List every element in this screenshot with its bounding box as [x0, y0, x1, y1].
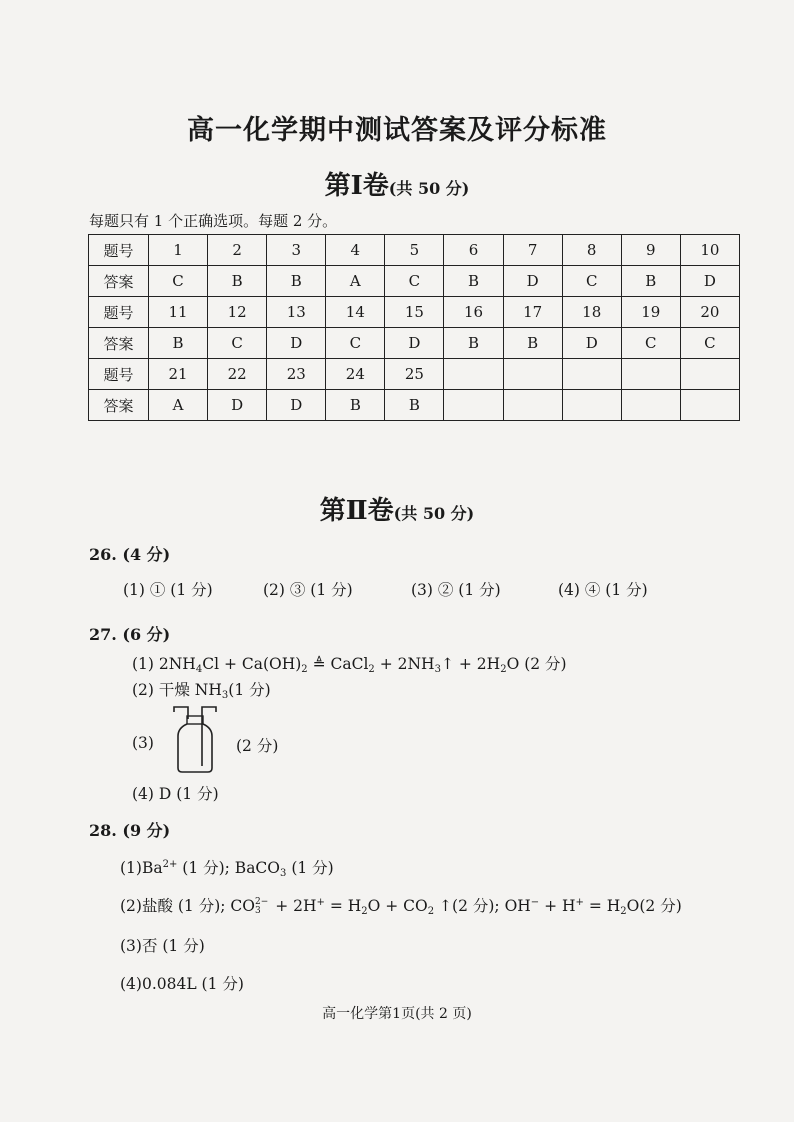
- question-number-cell: 12: [208, 297, 267, 328]
- q26-answer-1: (1) ① (1 分): [123, 581, 213, 599]
- part2-points: (共 50 分): [393, 504, 475, 523]
- q26-answer-4: (4) ④ (1 分): [558, 581, 648, 599]
- q27-eq-part: Cl + Ca(OH): [202, 655, 302, 673]
- answer-cell: B: [621, 266, 680, 297]
- answer-cell: D: [208, 390, 267, 421]
- answer-cell: D: [267, 390, 326, 421]
- question-number-cell: 2: [208, 235, 267, 266]
- answer-row: [89, 328, 740, 359]
- row-label: 答案: [89, 266, 149, 297]
- q28-answer-3: (3)否 (1 分): [120, 937, 205, 955]
- question-number-cell: 13: [267, 297, 326, 328]
- question-number-cell: 21: [149, 359, 208, 390]
- answer-cell: C: [385, 266, 444, 297]
- question-number-cell: 24: [326, 359, 385, 390]
- question-number-cell: 16: [444, 297, 503, 328]
- q27-answer-4: (4) D (1 分): [132, 785, 219, 803]
- answer-cell: [680, 390, 739, 421]
- q26-heading: 26. (4 分): [89, 545, 171, 564]
- question-number-cell: [680, 359, 739, 390]
- answer-cell: C: [562, 266, 621, 297]
- question-number-cell: 3: [267, 235, 326, 266]
- question-number-cell: 8: [562, 235, 621, 266]
- question-number-cell: 20: [680, 297, 739, 328]
- question-number-cell: 5: [385, 235, 444, 266]
- q26-answer-3: (3) ② (1 分): [411, 581, 501, 599]
- q26-answer-2: (2) ③ (1 分): [263, 581, 353, 599]
- q27-answer-3-label: (3): [132, 734, 154, 752]
- answer-cell: [562, 390, 621, 421]
- question-number-cell: 25: [385, 359, 444, 390]
- q28-a2-part: = H: [583, 897, 621, 915]
- q28-a2-sub: 3: [254, 906, 261, 916]
- answer-cell: B: [149, 328, 208, 359]
- q27-a2-part: (1 分): [228, 681, 271, 699]
- q28-a2-part: ↑(2 分); OH: [434, 897, 531, 915]
- answer-cell: C: [621, 328, 680, 359]
- q28-a2-sub: 2: [427, 906, 435, 917]
- answer-cell: A: [149, 390, 208, 421]
- answer-cell: C: [680, 328, 739, 359]
- question-number-cell: [503, 359, 562, 390]
- row-label: 题号: [89, 359, 149, 390]
- answer-row: [89, 390, 740, 421]
- answer-cell: D: [680, 266, 739, 297]
- answer-cell: C: [208, 328, 267, 359]
- q28-a2-sup: +: [316, 897, 325, 908]
- question-number-cell: 19: [621, 297, 680, 328]
- page-footer: 高一化学第1页(共 2 页): [322, 1006, 472, 1022]
- answer-cell: B: [208, 266, 267, 297]
- answer-cell: [503, 390, 562, 421]
- q28-a2-part: O(2 分): [626, 897, 682, 915]
- question-number-cell: 23: [267, 359, 326, 390]
- part1-heading: [0, 165, 794, 202]
- answer-cell: D: [267, 328, 326, 359]
- question-number-cell: 11: [149, 297, 208, 328]
- q27-eq-sub: 2: [500, 664, 507, 675]
- question-number-row: [89, 235, 740, 266]
- q28-a2-sub: 2: [361, 906, 368, 917]
- q28-a1-sub: 3: [280, 868, 287, 879]
- question-number-cell: 9: [621, 235, 680, 266]
- q28-a1-sup: 2+: [162, 859, 178, 870]
- question-number-cell: 14: [326, 297, 385, 328]
- q27-a2-sub: 3: [221, 690, 229, 701]
- q27-heading: 27. (6 分): [89, 625, 171, 644]
- part1-heading-text: 第Ⅰ卷: [324, 171, 389, 201]
- part1-note: 每题只有 1 个正确选项。每题 2 分。: [89, 212, 338, 230]
- row-label: 题号: [89, 235, 149, 266]
- answer-cell: B: [444, 266, 503, 297]
- question-number-cell: 6: [444, 235, 503, 266]
- q27-eq-part: ↑ + 2H: [440, 655, 501, 673]
- q28-a2-carbonate-charge: [255, 898, 268, 916]
- q27-eq-sub: 4: [195, 664, 203, 675]
- q27-eq-part: + 2NH: [374, 655, 435, 673]
- question-number-cell: [444, 359, 503, 390]
- q27-eq-sub: 3: [434, 664, 441, 675]
- q27-eq-part: O (2 分): [506, 655, 567, 673]
- answer-cell: A: [326, 266, 385, 297]
- q28-a1-part: (1)Ba: [120, 859, 163, 877]
- answer-cell: D: [385, 328, 444, 359]
- question-number-cell: [621, 359, 680, 390]
- q28-a2-part: O + CO: [367, 897, 428, 915]
- q27-a2-part: (2) 干燥 NH: [132, 681, 222, 699]
- answer-cell: B: [444, 328, 503, 359]
- question-number-cell: 10: [680, 235, 739, 266]
- q28-a2-sup: −: [530, 897, 540, 908]
- q28-a2-sup: +: [575, 897, 584, 908]
- question-number-row: [89, 297, 740, 328]
- q28-a2-part: = H: [324, 897, 362, 915]
- q27-answer-3-points: (2 分): [236, 737, 279, 755]
- question-number-cell: 17: [503, 297, 562, 328]
- answer-cell: B: [503, 328, 562, 359]
- gas-washing-bottle-icon: [170, 704, 220, 774]
- answer-table: [88, 234, 740, 421]
- q28-a2-sup: 2−: [254, 897, 269, 907]
- row-label: 题号: [89, 297, 149, 328]
- q27-eq-sub: 2: [301, 664, 308, 675]
- question-number-cell: [562, 359, 621, 390]
- answer-cell: [444, 390, 503, 421]
- question-number-cell: 4: [326, 235, 385, 266]
- q28-a2-part: + 2H: [270, 897, 317, 915]
- row-label: 答案: [89, 328, 149, 359]
- answer-row: [89, 266, 740, 297]
- q28-a2-part: (2)盐酸 (1 分); CO: [120, 897, 255, 915]
- row-label: 答案: [89, 390, 149, 421]
- q28-a2-part: + H: [539, 897, 576, 915]
- q28-answer-4: (4)0.084L (1 分): [120, 975, 244, 993]
- q28-a1-part: (1 分): [286, 859, 334, 877]
- answer-cell: D: [503, 266, 562, 297]
- q28-answer-2: [120, 894, 682, 917]
- q27-eq-part: (1) 2NH: [132, 655, 196, 673]
- q27-eq-part: ≜ CaCl: [307, 655, 369, 673]
- part2-heading-text: 第Ⅱ卷: [319, 496, 394, 526]
- q28-answer-1: [120, 856, 334, 879]
- question-number-cell: 15: [385, 297, 444, 328]
- answer-cell: [621, 390, 680, 421]
- part2-heading: [0, 490, 794, 527]
- q28-heading: 28. (9 分): [89, 821, 171, 840]
- part1-points: (共 50 分): [388, 179, 470, 198]
- question-number-row: [89, 359, 740, 390]
- answer-cell: B: [326, 390, 385, 421]
- answer-cell: C: [326, 328, 385, 359]
- q28-a1-part: (1 分); BaCO: [177, 859, 281, 877]
- answer-cell: D: [562, 328, 621, 359]
- q27-equation: [132, 652, 567, 675]
- page-title: 高一化学期中测试答案及评分标准: [187, 115, 607, 146]
- answer-cell: B: [267, 266, 326, 297]
- question-number-cell: 1: [149, 235, 208, 266]
- answer-cell: B: [385, 390, 444, 421]
- q27-answer-2: [132, 678, 271, 701]
- q27-eq-sub: 2: [368, 664, 375, 675]
- answer-cell: C: [149, 266, 208, 297]
- question-number-cell: 22: [208, 359, 267, 390]
- question-number-cell: 18: [562, 297, 621, 328]
- question-number-cell: 7: [503, 235, 562, 266]
- q28-a2-sub: 2: [620, 906, 627, 917]
